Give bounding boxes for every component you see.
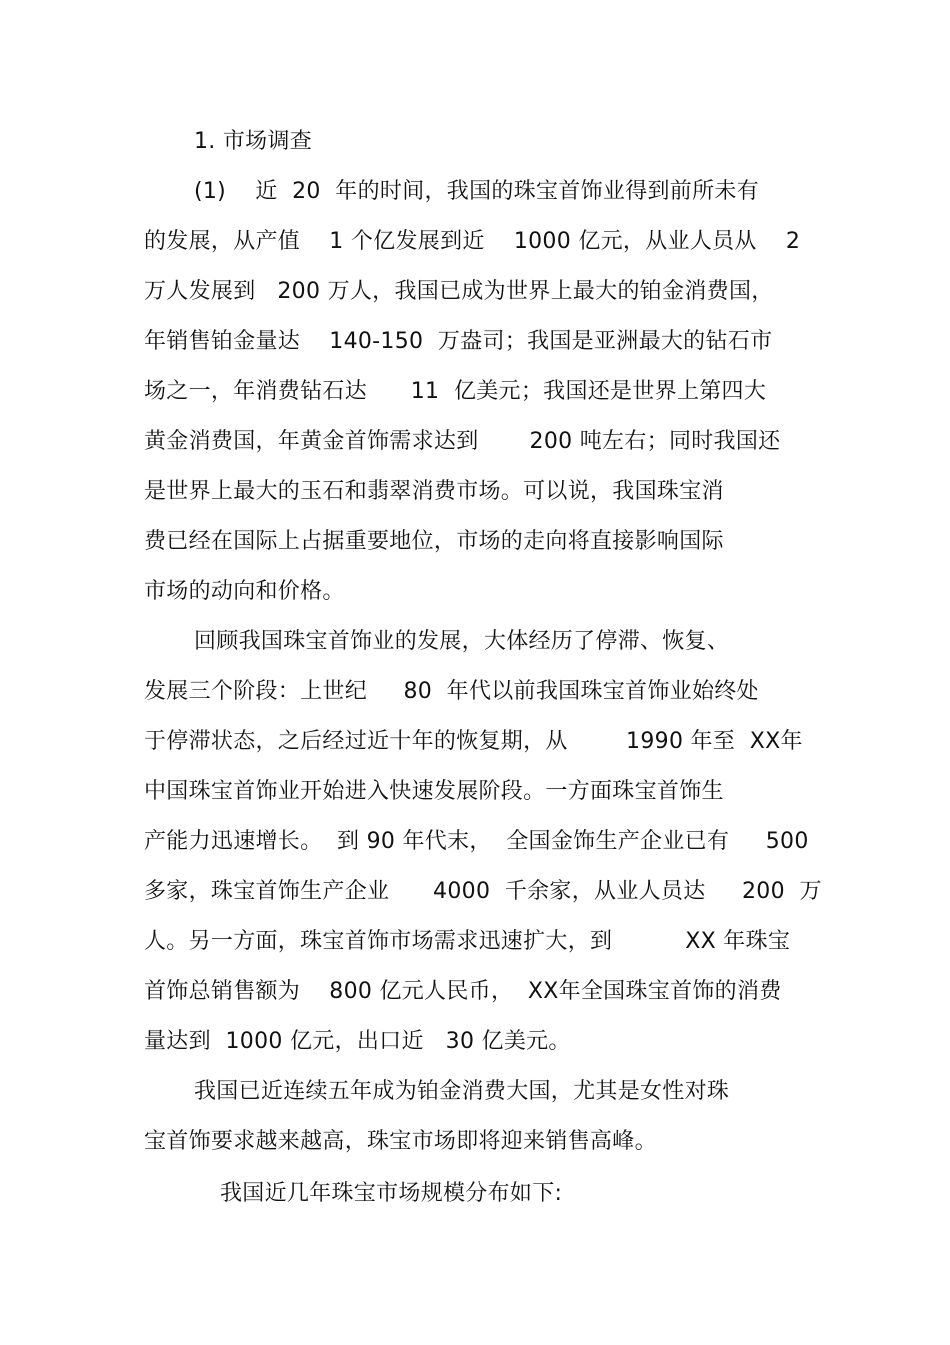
paragraph-line: 量达到 1000 亿元，出口近 30 亿美元。 (144, 1029, 571, 1054)
paragraph-line: 产能力迅速增长。 到 90 年代末， 全国金饰生产企业已有 500 (144, 829, 809, 854)
section-heading: 1. 市场调查 (194, 129, 313, 154)
paragraph-line: 中国珠宝首饰业开始进入快速发展阶段。一方面珠宝首饰生 (144, 779, 724, 804)
paragraph-line: 费已经在国际上占据重要地位，市场的走向将直接影响国际 (144, 529, 724, 554)
paragraph-line: 我国近几年珠宝市场规模分布如下: (220, 1181, 563, 1206)
paragraph-line: 市场的动向和价格。 (144, 579, 345, 604)
paragraph-line: 场之一，年消费钻石达 11 亿美元；我国还是世界上第四大 (144, 379, 767, 404)
paragraph-line: 是世界上最大的玉石和翡翠消费市场。可以说，我国珠宝消 (144, 479, 724, 504)
paragraph-line: (1) 近 20 年的时间，我国的珠宝首饰业得到前所未有 (194, 179, 760, 204)
paragraph-line: 我国已近连续五年成为铂金消费大国，尤其是女性对珠 (194, 1079, 730, 1104)
paragraph-line: 宝首饰要求越来越高，珠宝市场即将迎来销售高峰。 (144, 1129, 657, 1154)
paragraph-line: 年销售铂金量达 140-150 万盎司；我国是亚洲最大的钻石市 (144, 329, 773, 354)
paragraph-line: 的发展，从产值 1 个亿发展到近 1000 亿元，从业人员从 2 (144, 229, 801, 254)
paragraph-line: 万人发展到 200 万人，我国已成为世界上最大的铂金消费国， (144, 279, 774, 304)
paragraph-line: 发展三个阶段：上世纪 80 年代以前我国珠宝首饰业始终处 (144, 679, 759, 704)
paragraph-line: 回顾我国珠宝首饰业的发展，大体经历了停滞、恢复、 (194, 629, 730, 654)
paragraph-line: 多家，珠宝首饰生产企业 4000 千余家，从业人员达 200 万 (144, 879, 822, 904)
paragraph-line: 黄金消费国，年黄金首饰需求达到 200 吨左右；同时我国还 (144, 429, 781, 454)
paragraph-line: 人。另一方面，珠宝首饰市场需求迅速扩大，到 XX 年珠宝 (144, 929, 791, 954)
paragraph-line: 首饰总销售额为 800 亿元人民币， XX年全国珠宝首饰的消费 (144, 979, 782, 1004)
paragraph-line: 于停滞状态，之后经过近十年的恢复期，从 1990 年至 XX年 (144, 729, 803, 754)
